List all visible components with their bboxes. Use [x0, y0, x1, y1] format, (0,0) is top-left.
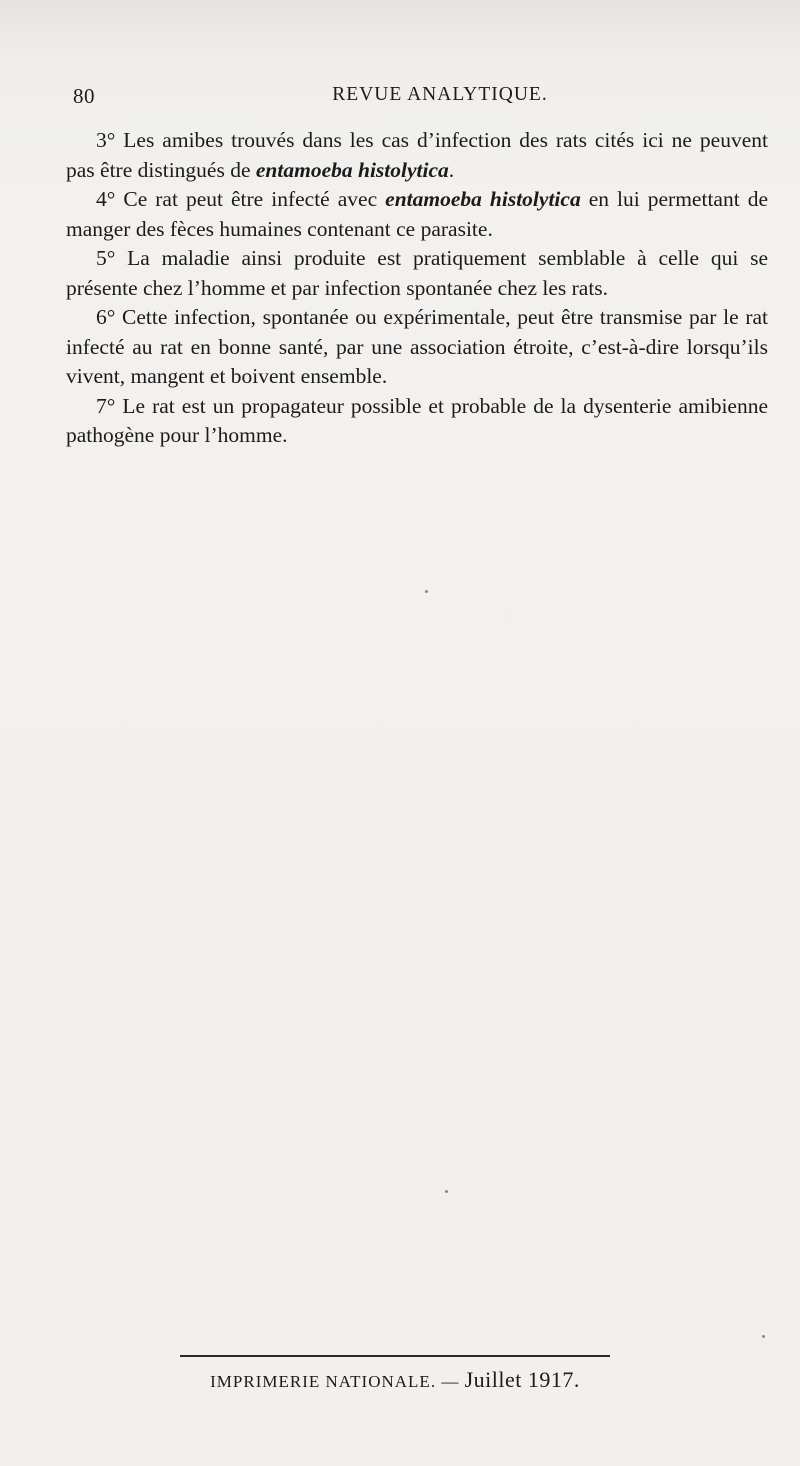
body-text	[66, 126, 768, 451]
footer-rule	[180, 1355, 610, 1357]
paper-speck	[445, 1190, 448, 1193]
paragraph-6: 6° Cette infection, spontanée ou expérimentale, peut être transmise par le rat infecté au rat en bonne santé, par une association étroite, c’est-à-dire lorsqu’ils vivent, mangent et boivent ensemble.	[66, 305, 768, 388]
paragraph-4: 4° Ce rat peut être infecté avec entamoeba histolytica en lui permettant de manger des fèces humaines contenant ce parasite.	[66, 187, 768, 241]
page-footer	[180, 1355, 610, 1393]
footer-imprint	[180, 1367, 610, 1393]
italic-term: entamoeba histolytica	[255, 157, 449, 182]
paper-speck	[425, 590, 428, 593]
page-number: 80	[73, 84, 95, 108]
paper-speck	[762, 1335, 765, 1338]
paragraph-7: 7° Le rat est un propagateur possible et probable de la dysenterie amibienne pathogène pour l’homme.	[66, 393, 768, 447]
paragraph-3: 3° Les amibes trouvés dans les cas d’infection des rats cités ici ne peuvent pas être distingués de entamoeba histolytica.	[66, 128, 768, 182]
italic-term: entamoeba histolytica	[385, 187, 581, 211]
imprint-date: Juillet 1917.	[464, 1367, 580, 1392]
imprint-label: IMPRIMERIE NATIONALE. —	[210, 1372, 465, 1391]
paragraph-5: 5° La maladie ainsi produite est pratiquement semblable à celle qui se présente chez l’homme et par infection spontanée chez les rats.	[66, 246, 768, 300]
running-head: REVUE ANALYTIQUE.	[332, 84, 548, 105]
page-header	[73, 84, 767, 114]
